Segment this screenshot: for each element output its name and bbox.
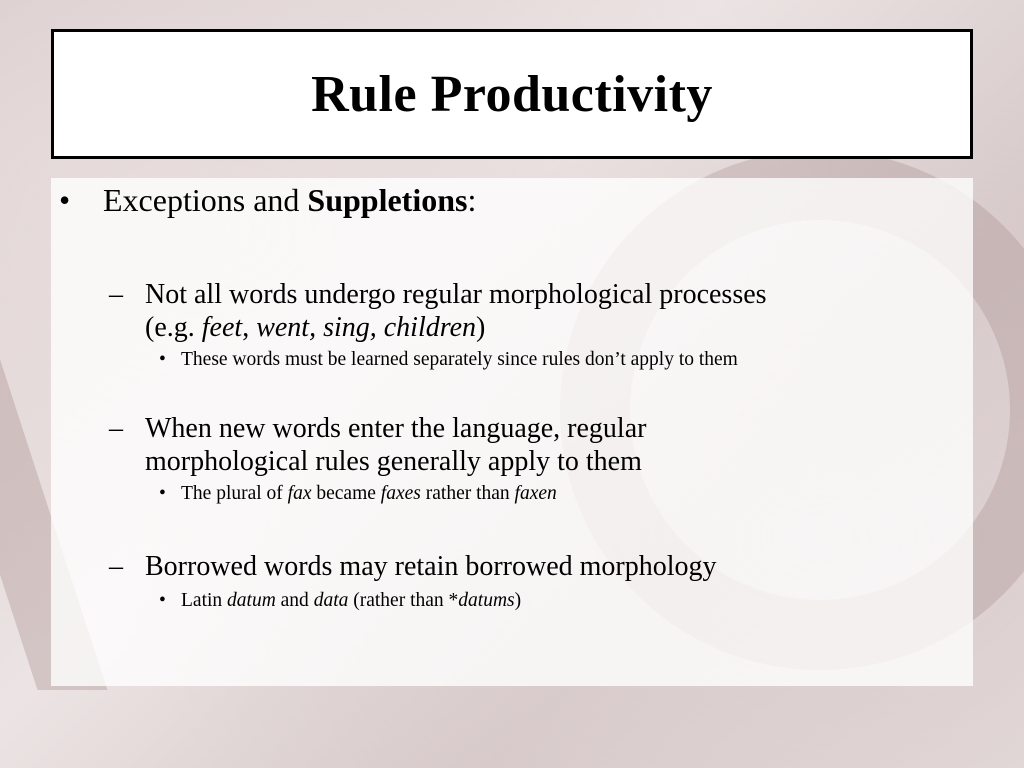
sub-bullet-3 [109,550,717,583]
sub2-word-faxen: faxen [514,483,557,504]
sub3-detail-a: Latin [181,590,228,611]
bullet-glyph: • [159,590,166,611]
sub3-detail [159,590,521,612]
main-bullet [59,182,476,219]
sub1-line1: Not all words undergo regular morphological processes [145,279,767,310]
sub2-detail-b: became [311,483,381,504]
dash-glyph: – [109,413,123,444]
slide-title: Rule Productivity [311,65,713,123]
title-box [51,29,973,159]
sub1-line2-prefix: (e.g. [145,312,202,343]
main-bullet-prefix: Exceptions and [103,182,308,218]
bullet-glyph: • [159,483,166,504]
dash-glyph: – [109,551,123,582]
sub-bullet-2 [109,412,646,478]
sub3-word-datum: datum [227,590,276,611]
sub1-detail [159,349,738,371]
sub1-example-feet: feet [201,312,243,343]
sub3-detail-d: ) [514,590,522,611]
sub-bullet-1 [109,278,767,344]
sub2-line1: When new words enter the language, regular [145,413,647,444]
sub2-line2: morphological rules generally apply to them [145,446,642,477]
main-bullet-suffix: : [467,182,477,218]
sub2-word-faxes: faxes [380,483,421,504]
sub1-line2-suffix: ) [476,312,486,343]
content-area [51,178,973,686]
sub3-detail-c: (rather than * [348,590,459,611]
main-bullet-bold: Suppletions [307,182,468,218]
sub2-detail-a: The plural of [181,483,288,504]
sub1-detail-text: These words must be learned separately since rules don’t apply to them [181,349,738,370]
sub2-detail-c: rather than [420,483,515,504]
bullet-glyph: • [159,349,166,370]
sub3-line1: Borrowed words may retain borrowed morphology [145,551,717,582]
sub3-word-data: data [313,590,349,611]
bullet-glyph: • [59,182,71,218]
sub2-word-fax: fax [287,483,312,504]
sub3-detail-b: and [275,590,314,611]
sub1-sep: , [242,312,257,343]
sub1-examples: went, sing, children [256,312,477,343]
sub2-detail [159,483,557,505]
sub3-word-datums: datums [458,590,515,611]
dash-glyph: – [109,279,123,310]
